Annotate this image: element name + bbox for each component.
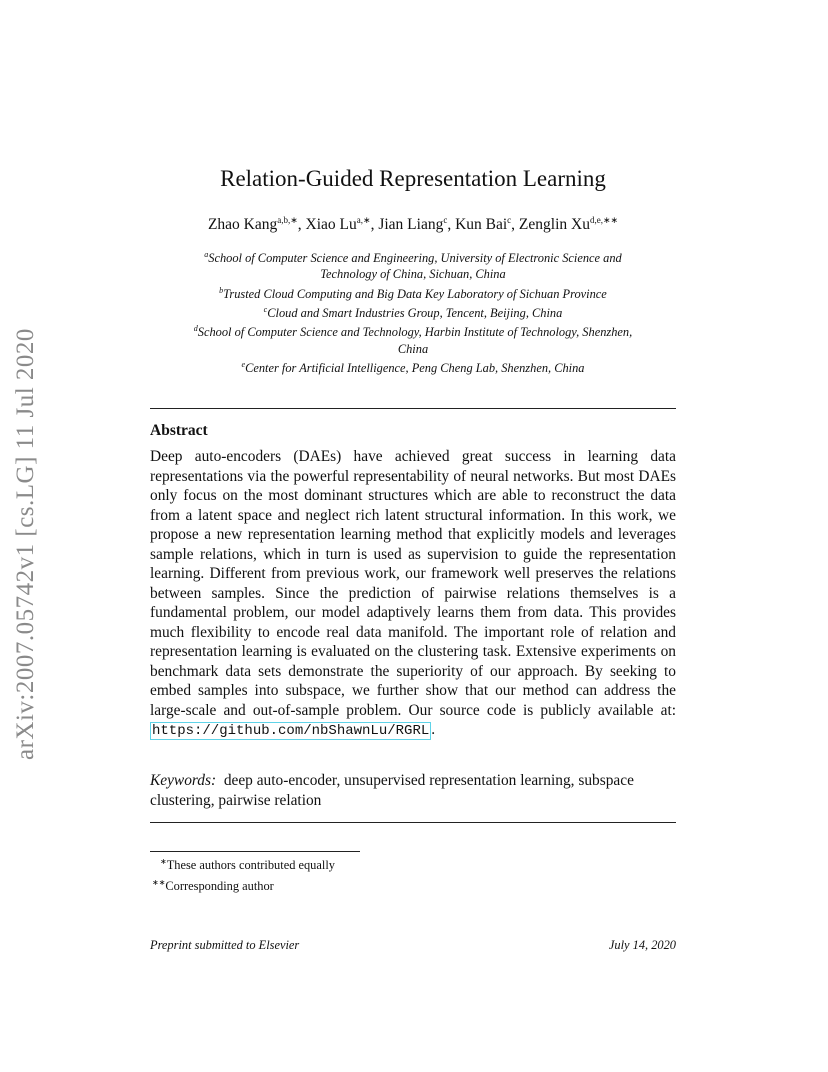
author-name: Kun Bai <box>455 216 508 234</box>
author-affiliation-mark: c <box>507 215 512 225</box>
affiliation-list <box>150 247 676 376</box>
author-name: Xiao Lu <box>305 216 357 234</box>
footnote: ∗These authors contributed equally <box>160 857 335 873</box>
divider-top <box>150 408 676 409</box>
affiliation: $^b$Trusted Cloud Computing and Big Data Key Laboratory of Sichuan Province <box>219 285 607 301</box>
keywords-label: Keywords: <box>150 772 217 789</box>
author-affiliation-mark: a,b,∗ <box>277 215 298 225</box>
footer-date: July 14, 2020 <box>608 938 676 952</box>
author-affiliation-mark: a,∗ <box>356 215 371 225</box>
affiliation: $^d$School of Computer Science and Technology, Harbin Institute of Technology, Shenzhen, China <box>193 324 633 356</box>
keywords <box>150 771 676 810</box>
footnotes <box>152 853 335 895</box>
abstract-heading: Abstract <box>150 422 208 439</box>
abstract-text: Deep auto-encoders (DAEs) have achieved great success in learning data representations via the powerful representability of neural networks. But most DAEs only focus on the most dominant structures which are able to reconstruct the data from a latent space and neglect rich latent structural information. In this work, we propose a new representation learning method that explicitly models and leverages sample relations, which in turn is used as supervision to guide the representation learning. Different from previous work, our framework well preserves the relations between samples. Since the prediction of pairwise relations themselves is a fundamental problem, our model adaptively learns them from data. This provides much flexibility to encode real data manifold. The important role of relation and representation learning is evaluated on the clustering task. Extensive experiments on benchmark data sets demonstrate the superiority of our approach. By seeking to embed samples into subspace, we further show that our method can address the large-scale and out-of-sample problem. Our source code is publicly available at: https://github.com/nbShawnLu/RGRL . <box>150 448 676 739</box>
footer-preprint-note: Preprint submitted to Elsevier <box>150 938 300 952</box>
author-name: Jian Liang <box>378 216 444 234</box>
paper-title: Relation-Guided Representation Learning <box>220 166 606 191</box>
author-affiliation-mark: c <box>443 215 448 225</box>
author-list: Zhao Kang$^{a,b,∗}$, Xiao $Lu^{a,∗}$, Jian Liang$^c$, Kun Bai$^c$, Zenglin $Xu^{d,e,∗∗}$ <box>207 215 619 234</box>
arxiv-stamp: arXiv:2007.05742v1 [cs.LG] 11 Jul 2020 <box>12 328 39 760</box>
footnote-rule <box>150 851 360 852</box>
affiliation: $^c$Cloud and Smart Industries Group, Tencent, Beijing, China <box>263 304 563 320</box>
affiliation: $^a$School of Computer Science and Engineering, University of Electronic Science and Technology of China, Sichuan, China <box>204 250 622 282</box>
divider-bottom <box>150 822 676 823</box>
affiliation: $^e$Center for Artificial Intelligence, Peng Cheng Lab, Shenzhen, China <box>241 359 585 375</box>
source-code-link[interactable]: https://github.com/nbShawnLu/RGRL <box>152 723 430 739</box>
keywords-text: deep auto-encoder, unsupervised representation learning, subspace clustering, pairwise relation <box>150 772 634 809</box>
author-name: Zhao Kang <box>207 216 278 234</box>
author-affiliation-mark: d,e,∗∗ <box>589 215 619 225</box>
author-name: Zenglin Xu <box>518 216 590 234</box>
footnote: ∗∗Corresponding author <box>152 878 274 894</box>
